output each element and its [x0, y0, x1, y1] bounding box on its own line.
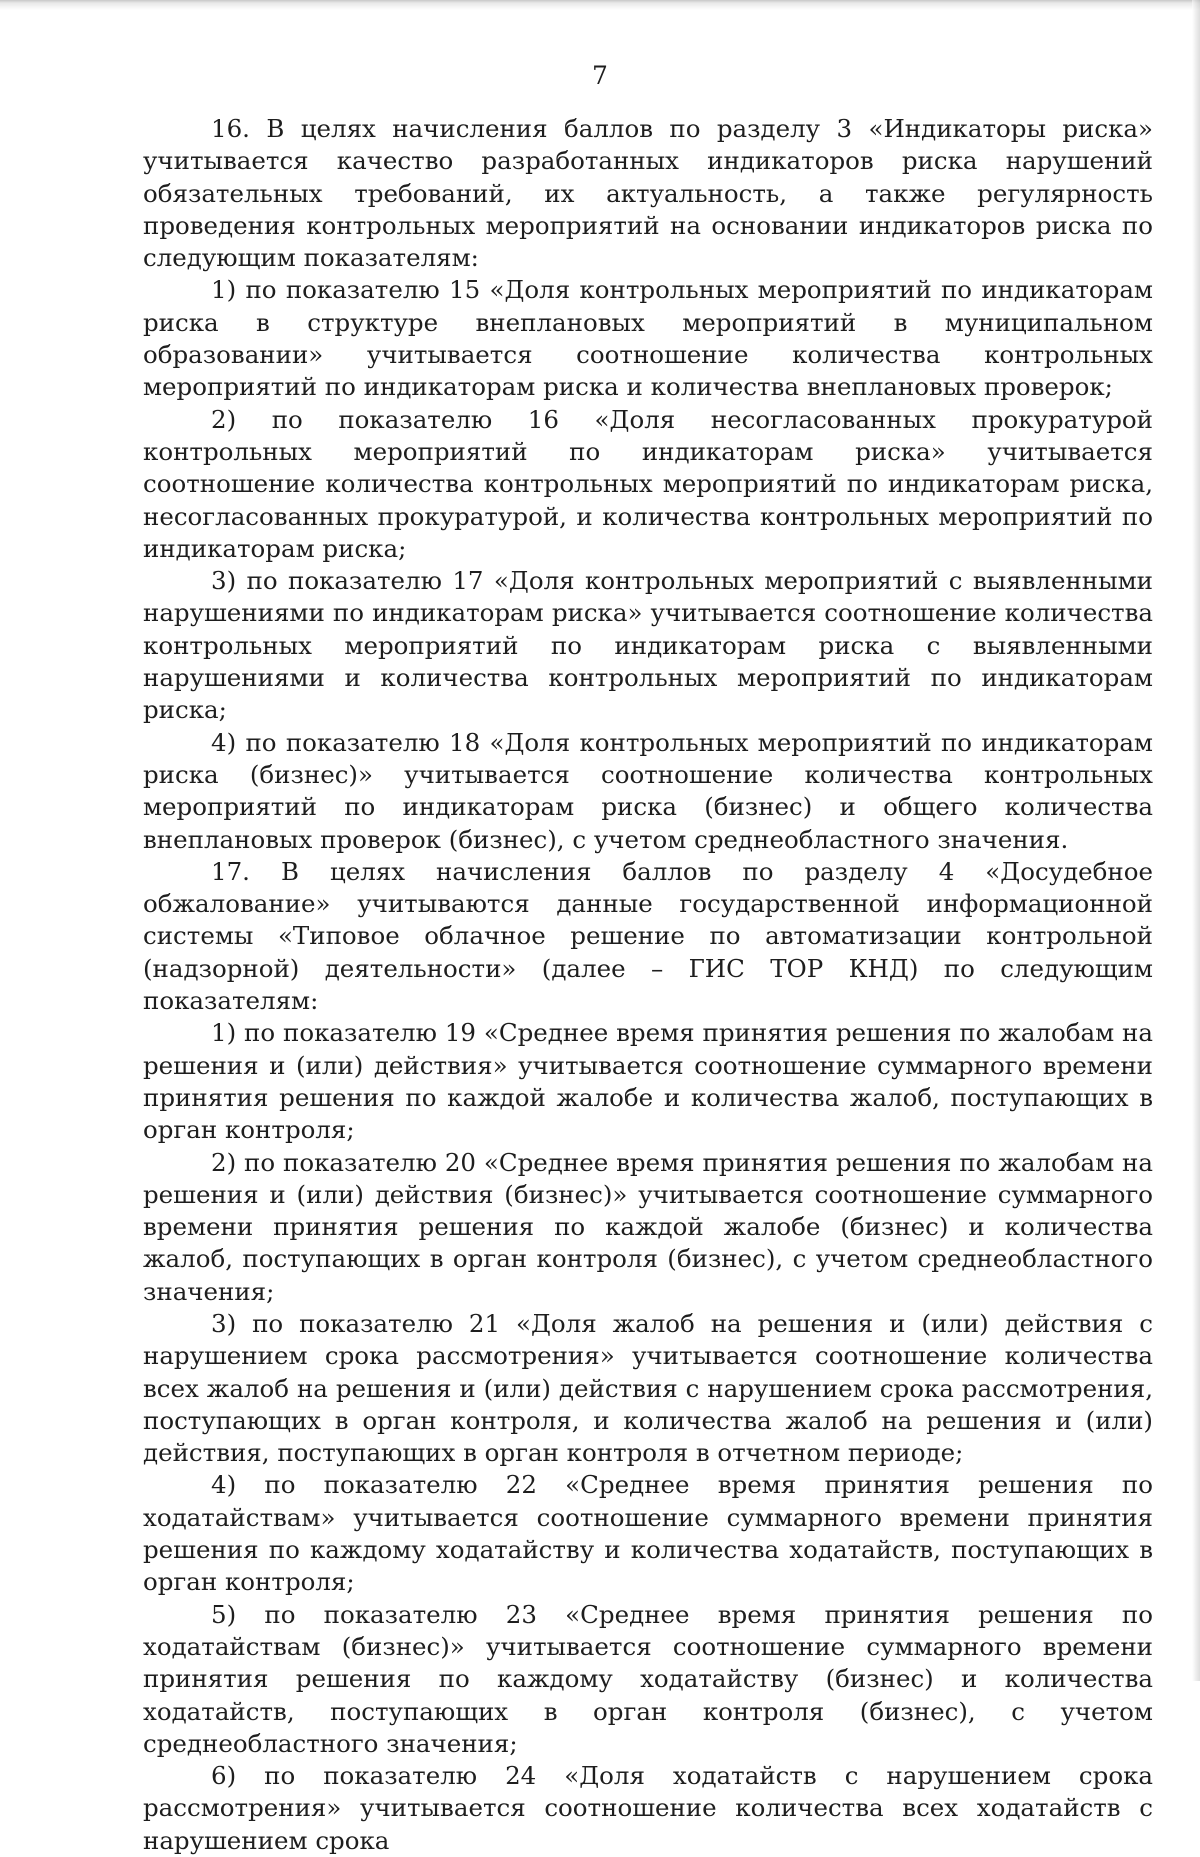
paragraph-17-item-5: 5) по показателю 23 «Среднее время принятия решения по ходатайствам (бизнес)» учитывается соотношение суммарного времени принятия решения по каждому ходатайству (бизнес) и количества ходатайств, поступающих в орган контроля (бизнес), с учетом среднеобластного значения; [143, 1599, 1153, 1758]
paragraph-17-item-3: 3) по показателю 21 «Доля жалоб на решения и (или) действия с нарушением срока рассмотрения» учитывается соотношение количества всех жалоб на решения и (или) действия с нарушением срока рассмотрения, поступающих в орган контроля, и количества жалоб на решения и (или) действия, поступающих в орган контроля в отчетном периоде; [143, 1308, 1153, 1468]
page-number: 7 [592, 61, 608, 90]
scan-edge-right [1192, 0, 1200, 1681]
paragraph-17-item-1: 1) по показателю 19 «Среднее время принятия решения по жалобам на решения и (или) действия» учитывается соотношение суммарного времени принятия решения по каждой жалобе и количества жалоб, поступающих в орган контроля; [143, 1018, 1153, 1145]
scan-edge-top [0, 0, 1200, 10]
paragraph-17-item-6: 6) по показателю 24 «Доля ходатайств с нарушением срока рассмотрения» учитывается соотношение количества всех ходатайств с нарушением срока [143, 1761, 1153, 1855]
paragraph-17-item-4: 4) по показателю 22 «Среднее время принятия решения по ходатайствам» учитывается соотношение суммарного времени принятия решения по каждому ходатайству и количества ходатайств, поступающих в орган контроля; [143, 1470, 1153, 1597]
paragraph-16: 16. В целях начисления баллов по разделу 3 «Индикаторы риска» учитывается качество разработанных индикаторов риска нарушений обязательных требований, их актуальность, а также регулярность проведения контрольных мероприятий на основании индикаторов риска по следующим показателям: [143, 114, 1153, 273]
paragraph-16-item-1: 1) по показателю 15 «Доля контрольных мероприятий по индикаторам риска в структуре внеплановых мероприятий в муниципальном образовании» учитывается соотношение количества контрольных мероприятий по индикаторам риска и количества внеплановых проверок; [143, 275, 1153, 402]
paragraph-17-item-2: 2) по показателю 20 «Среднее время принятия решения по жалобам на решения и (или) действия (бизнес)» учитывается соотношение суммарного времени принятия решения по каждой жалобе (бизнес) и количества жалоб, поступающих в орган контроля (бизнес), с учетом среднеобластного значения; [143, 1147, 1153, 1306]
paragraph-16-item-4: 4) по показателю 18 «Доля контрольных мероприятий по индикаторам риска (бизнес)» учитывается соотношение количества контрольных мероприятий по индикаторам риска (бизнес) и общего количества внеплановых проверок (бизнес), с учетом среднеобластного значения. [143, 727, 1153, 854]
document-body [143, 113, 1153, 1857]
paragraph-16-item-3: 3) по показателю 17 «Доля контрольных мероприятий с выявленными нарушениями по индикаторам риска» учитывается соотношение количества контрольных мероприятий по индикаторам риска с выявленными нарушениями и количества контрольных мероприятий по индикаторам риска; [143, 566, 1153, 725]
paragraph-16-item-2: 2) по показателю 16 «Доля несогласованных прокуратурой контрольных мероприятий по индикаторам риска» учитывается соотношение количества контрольных мероприятий по индикаторам риска, несогласованных прокуратурой, и количества контрольных мероприятий по индикаторам риска; [143, 404, 1153, 563]
paragraph-17: 17. В целях начисления баллов по разделу 4 «Досудебное обжалование» учитываются данные государственной информационной системы «Типовое облачное решение по автоматизации контрольной (надзорной) деятельности» (далее – ГИС ТОР КНД) по следующим показателям: [143, 856, 1153, 1016]
